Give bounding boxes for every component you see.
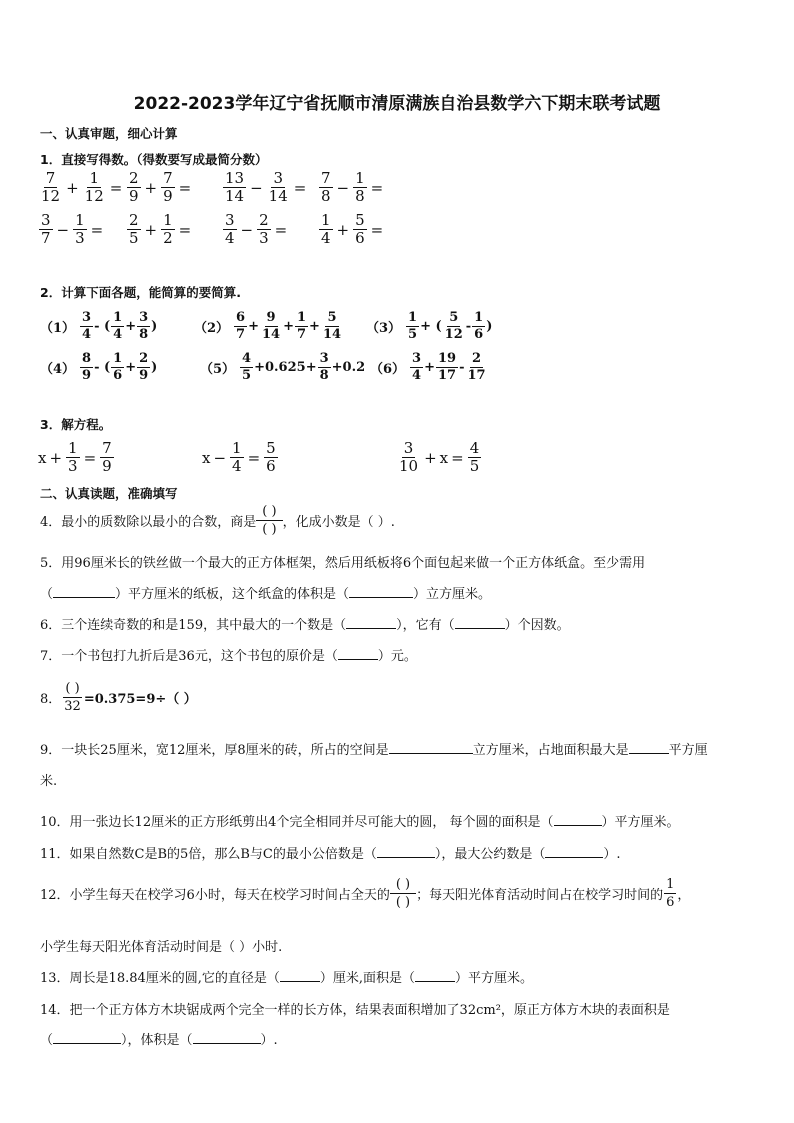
- q2-label-6: （6）: [370, 362, 406, 377]
- q5-line-1: 5．用96厘米长的铁丝做一个最大的正方体框架，然后用纸板将6个面包起来做一个正方体纸盒。至少需用: [40, 556, 646, 571]
- fraction: $\frac{7}{8}$: [321, 169, 331, 205]
- q13-blank-1[interactable]: [280, 967, 320, 982]
- fraction: $\frac{1}{12}$: [84, 169, 104, 205]
- q9-line-1: 9．一块长25厘米，宽12厘米，厚8厘米的砖，所占的空间是 立方厘米，占地面积最大是 平方厘: [40, 739, 708, 758]
- q7-blank[interactable]: [338, 645, 378, 660]
- q1-expression: $\frac{7}{8}$ − $\frac{1}{8}$ =: [321, 169, 384, 205]
- q14-blank-2[interactable]: [193, 1029, 261, 1044]
- q14-line-2: （ ），体积是（ ）.: [40, 1029, 278, 1048]
- q3-equation-2: x − $\frac{1}{4}$ = $\frac{5}{6}$: [202, 439, 276, 475]
- q4-fraction-blank: ( ) ( ): [256, 503, 282, 538]
- q11: 11．如果自然数C是B的5倍，那么B与C的最小公倍数是（ ），最大公约数是（ ）.: [40, 843, 620, 862]
- q5-line-2: （ ）平方厘米的纸板，这个纸盒的体积是（ ）立方厘米。: [40, 583, 491, 602]
- page-title: 2022-2023学年辽宁省抚顺市清原满族自治县数学六下期末联考试题: [133, 94, 661, 114]
- q2-problem-6: （6） $\frac{3}{4}$ + $\frac{19}{17}$ - $\frac{2}{17}$: [370, 351, 486, 383]
- fraction: $\frac{7}{9}$: [163, 169, 173, 205]
- q8-text: =0.375=9÷（ ）: [83, 692, 197, 707]
- q2-p5-mid: +0.625+: [254, 360, 317, 375]
- fraction: $\frac{1}{2}$: [163, 211, 173, 247]
- section-2-heading: 二、认真读题，准确填写: [40, 486, 178, 501]
- q13-blank-2[interactable]: [415, 967, 455, 982]
- q2-label-3: （3）: [366, 321, 402, 336]
- fraction: $\frac{2}{9}$: [129, 169, 139, 205]
- q5-blank-2[interactable]: [349, 583, 413, 598]
- q2-label-2: （2）: [194, 321, 230, 336]
- q9-blank-1[interactable]: [389, 739, 473, 754]
- q2-problem-5: （5） $\frac{4}{5}$ +0.625+ $\frac{3}{8}$ +0.2: [200, 351, 366, 383]
- fraction: $\frac{13}{14}$: [225, 169, 245, 205]
- q14-line-1: 14．把一个正方体方木块锯成两个完全一样的长方体，结果表面积增加了32cm²，原正方体方木块的表面积是: [40, 1003, 670, 1018]
- q1-expression: $\frac{3}{7}$ − $\frac{1}{3}$ =: [41, 211, 104, 247]
- q13: 13．周长是18.84厘米的圆,它的直径是（ ）厘米,面积是（ ）平方厘米。: [40, 967, 533, 986]
- q1-expression: $\frac{2}{5}$ + $\frac{1}{2}$ =: [129, 211, 192, 247]
- q11-blank-2[interactable]: [545, 843, 603, 858]
- q8: [40, 680, 197, 715]
- fraction: $\frac{7}{12}$: [41, 169, 61, 205]
- q2-problem-1: （1） $\frac{3}{4}$ - ( $\frac{1}{4}$ + $\frac{3}{8}$ ): [40, 310, 158, 342]
- fraction: $\frac{1}{4}$: [321, 211, 331, 247]
- q14-blank-1[interactable]: [53, 1029, 121, 1044]
- q9-line-2: 米.: [40, 774, 58, 789]
- q5-blank-1[interactable]: [53, 583, 115, 598]
- fraction: $\frac{2}{3}$: [259, 211, 269, 247]
- q10-blank[interactable]: [554, 811, 602, 826]
- q2-p5-end: +0.2: [331, 360, 366, 375]
- fraction: $\frac{3}{14}$: [268, 169, 288, 205]
- q6-blank-1[interactable]: [346, 614, 396, 629]
- section-1-heading: 一、认真审题，细心计算: [40, 126, 178, 141]
- q1-stem: 1．直接写得数。（得数要写成最简分数）: [40, 152, 268, 167]
- q3-var: x: [439, 448, 449, 467]
- q2-problem-3: （3） $\frac{1}{5}$ + ( $\frac{5}{12}$ - $\frac{1}{6}$ ): [366, 310, 493, 342]
- q7: 7．一个书包打九折后是36元，这个书包的原价是（ ）元。: [40, 645, 417, 664]
- q3-var: x: [38, 448, 47, 467]
- q4-text: 4．最小的质数除以最小的合数，商是: [40, 515, 257, 530]
- q12-line-2: 小学生每天阳光体育活动时间是（ ）小时.: [40, 940, 283, 955]
- q1-expression: $\frac{1}{4}$ + $\frac{5}{6}$ =: [321, 211, 384, 247]
- q2-label-1: （1）: [40, 321, 76, 336]
- q4-text-end: ，化成小数是（ ）.: [282, 515, 395, 530]
- q2-stem: 2．计算下面各题，能简算的要简算.: [40, 285, 241, 300]
- fraction: $\frac{2}{5}$: [129, 211, 139, 247]
- q9-blank-2[interactable]: [629, 739, 669, 754]
- fraction: $\frac{3}{7}$: [41, 211, 51, 247]
- q11-blank-1[interactable]: [377, 843, 435, 858]
- q6: 6．三个连续奇数的和是159，其中最大的一个数是（ ），它有（ ）个因数。: [40, 614, 570, 633]
- q3-var: x: [202, 448, 211, 467]
- q2-label-4: （4）: [40, 362, 76, 377]
- q12-fraction-blank: ( ) ( ): [390, 876, 416, 911]
- q2-problem-4: （4） $\frac{8}{9}$ - ( $\frac{1}{6}$ + $\frac{2}{9}$ ): [40, 351, 158, 383]
- q1-expression: $\frac{2}{9}$ + $\frac{7}{9}$ =: [129, 169, 192, 205]
- q1-expression: $\frac{3}{4}$ − $\frac{2}{3}$ =: [225, 211, 288, 247]
- q3-stem: 3．解方程。: [40, 417, 112, 432]
- fraction: $\frac{1}{3}$: [75, 211, 85, 247]
- q12-line-1: 12．小学生每天在校学习6小时，每天在校学习时间占全天的 ( ) ( ) ；每天阳光体育活动时间占在校学习时间的 $\frac{1}{6}$ ，: [40, 877, 691, 910]
- fraction: $\frac{1}{8}$: [355, 169, 365, 205]
- q8-fraction: $\frac{( )}{32}$: [64, 681, 81, 714]
- fraction: $\frac{3}{4}$: [225, 211, 235, 247]
- q10: 10．用一张边长12厘米的正方形纸剪出4个完全相同并尽可能大的圆， 每个圆的面积是（ ）平方厘米。: [40, 811, 680, 830]
- q1-expression: $\frac{7}{12}$ + $\frac{1}{12}$ =: [41, 169, 123, 205]
- q1-expression: $\frac{13}{14}$ − $\frac{3}{14}$ =: [225, 169, 307, 205]
- fraction: $\frac{5}{6}$: [355, 211, 365, 247]
- q6-blank-2[interactable]: [455, 614, 505, 629]
- q2-problem-2: （2） $\frac{6}{7}$ + $\frac{9}{14}$ + $\frac{1}{7}$ + $\frac{5}{14}$: [194, 310, 342, 342]
- q8-number: 8．: [40, 692, 62, 707]
- q2-label-5: （5）: [200, 362, 236, 377]
- q3-equation-1: x + $\frac{1}{3}$ = $\frac{7}{9}$: [38, 439, 112, 475]
- q12-fraction: $\frac{1}{6}$: [666, 877, 675, 910]
- q3-equation-3: $\frac{3}{10}$ + x = $\frac{4}{5}$: [399, 439, 480, 475]
- q4: [40, 503, 395, 538]
